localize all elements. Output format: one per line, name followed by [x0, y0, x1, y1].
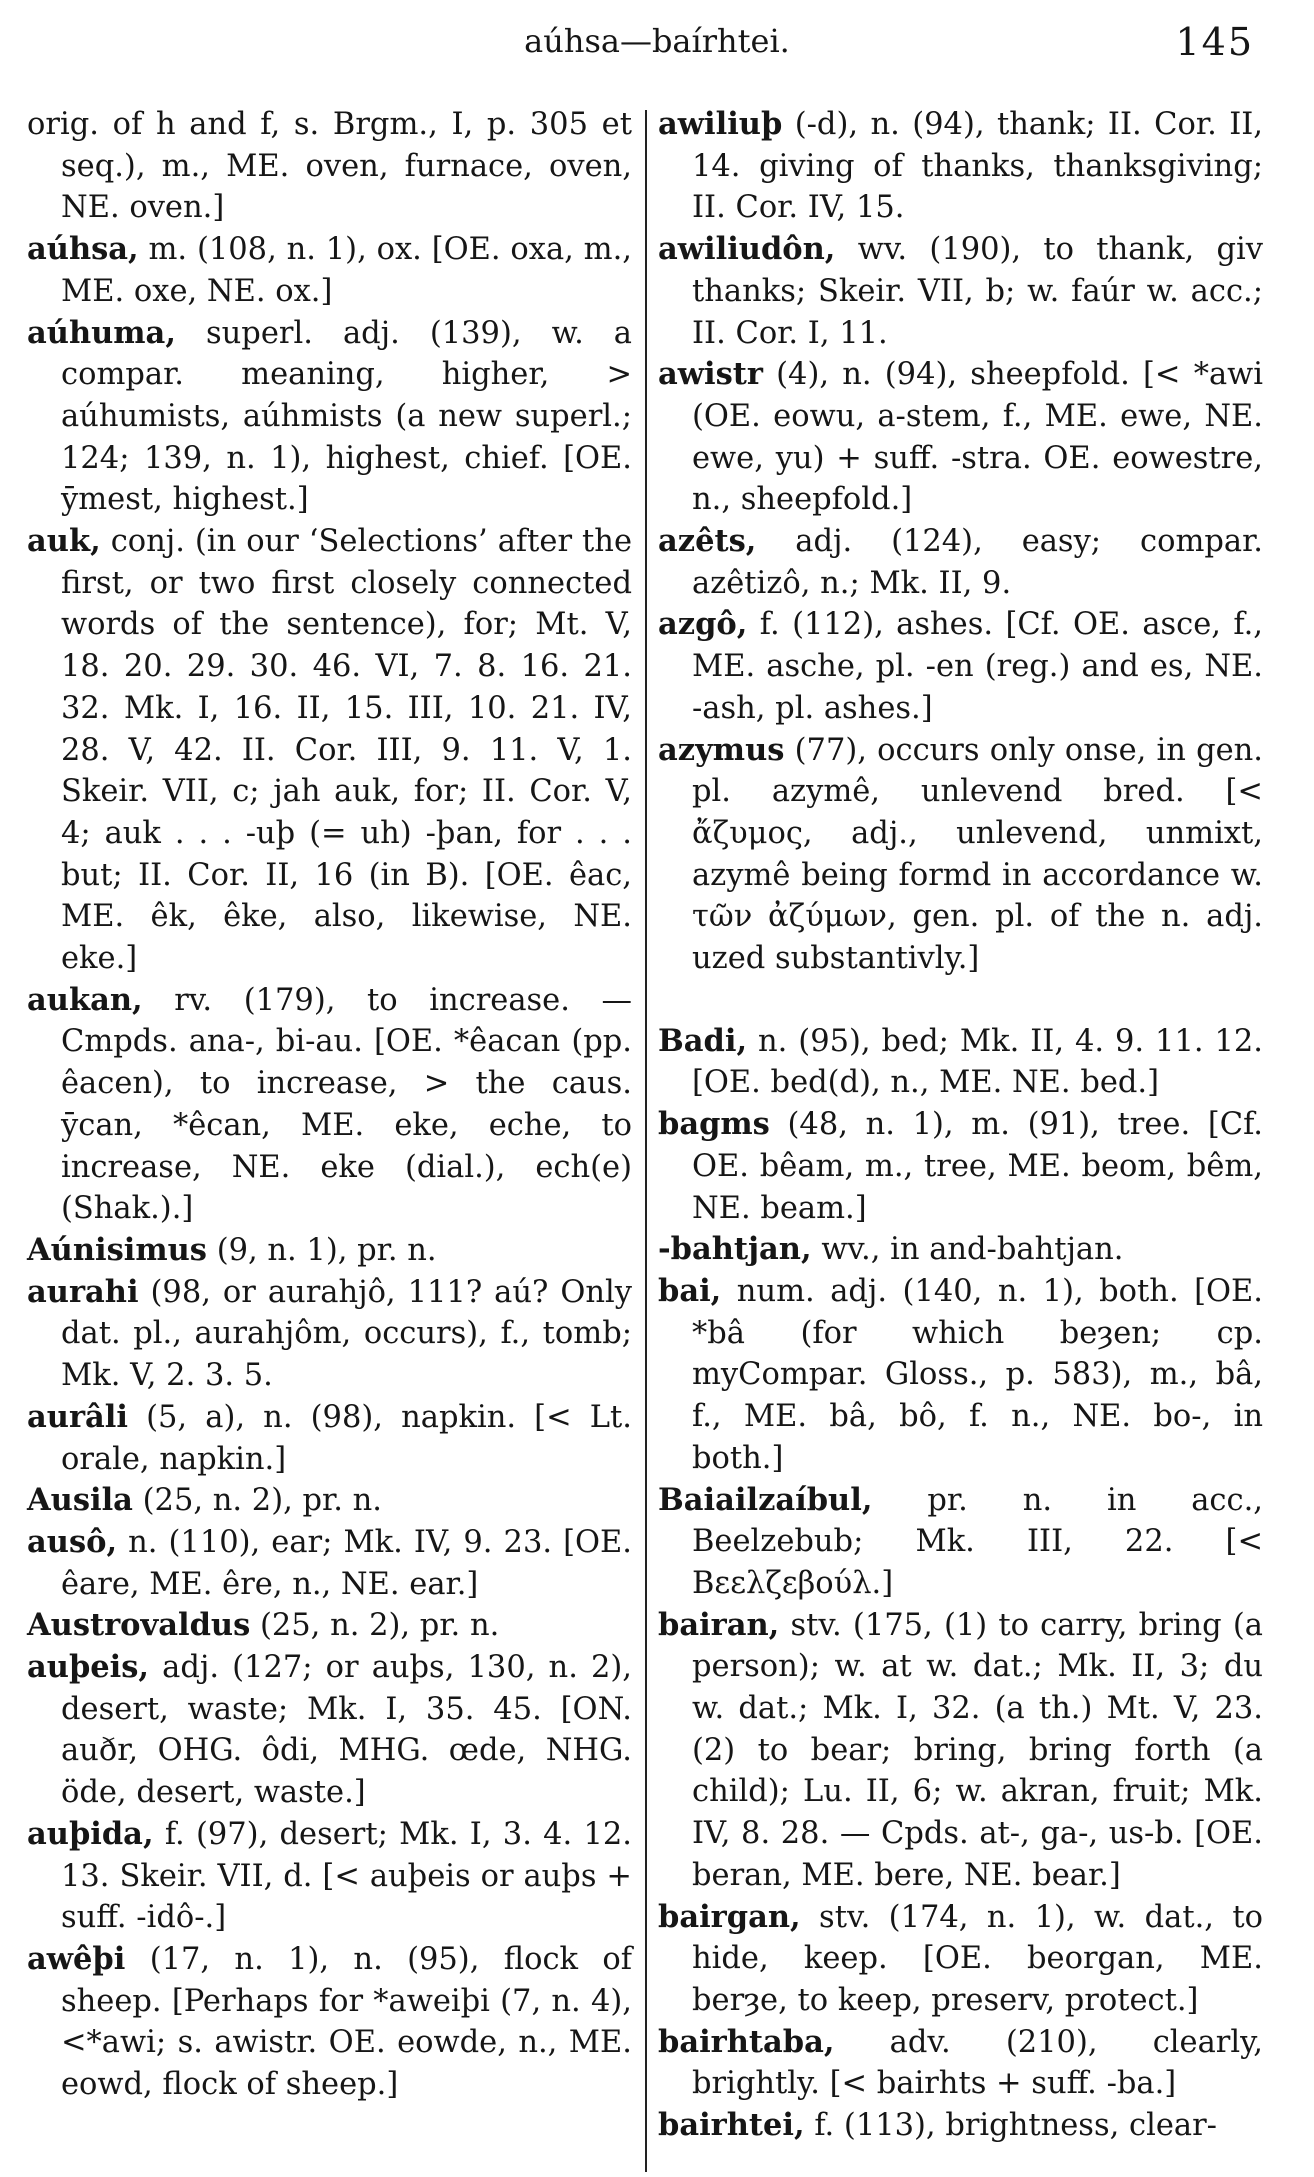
entry-headword: azêts, — [658, 523, 757, 560]
dictionary-entry — [658, 2105, 1263, 2147]
entry-text: (4), n. (94), sheepfold. [< *awi (OE. eowu, a-stem, f., ME. ewe, NE. ewe, yu) + suff. -stra. OE. eowestre, n., sheepfold.] — [692, 357, 1263, 518]
entry-text: stv. (175, (1) to carry, bring (a person); w. at w. dat.; Mk. II, 3; du w. dat.; Mk. I, 32. (a th.) Mt. V, 23. (2) to bear; bring, bring forth (a child); Lu. II, 6; w. akran, fruit; Mk. IV, 8. 28. — Cpds. at-, ga-, us-b. [OE. beran, ME. bere, NE. bear.] — [692, 1607, 1263, 1893]
page-number: 145 — [1175, 20, 1254, 64]
entry-headword: Aúnisimus — [27, 1231, 207, 1268]
dictionary-entry — [27, 313, 632, 522]
dictionary-entry — [27, 104, 632, 229]
right-column — [658, 104, 1263, 2147]
entry-headword: ausô, — [27, 1523, 118, 1560]
dictionary-entry — [27, 1814, 632, 1939]
entry-headword: azgô, — [658, 606, 748, 643]
dictionary-entry — [658, 1605, 1263, 1897]
entry-text: (25, n. 2), pr. n. — [259, 1608, 500, 1644]
entry-headword: auþeis, — [27, 1649, 150, 1686]
entry-text: adv. (210), clearly, brightly. [< bairhts + suff. -ba.] — [692, 2024, 1263, 2102]
entry-text: pr. n. in acc., Beelzebub; Mk. III, 22. [< Βεελζεβούλ.] — [692, 1482, 1263, 1601]
entry-text: (5, a), n. (98), napkin. [< Lt. orale, napkin.] — [61, 1399, 632, 1477]
dictionary-entry — [27, 1522, 632, 1605]
dictionary-entry — [658, 1021, 1263, 1104]
dictionary-entry — [27, 1647, 632, 1814]
entry-text: adj. (124), easy; compar. azêtizô, n.; Mk. II, 9. — [692, 524, 1263, 601]
dictionary-entry — [658, 1897, 1263, 2022]
entry-text: num. adj. (140, n. 1), both. [OE. *bâ (for which beȝen; cp. myCompar. Gloss., p. 583), m., bâ, f., ME. bâ, bô, f. n., NE. bo-, in both.] — [692, 1273, 1263, 1476]
dictionary-entry — [27, 980, 632, 1230]
dictionary-entry — [658, 521, 1263, 604]
dictionary-entry — [658, 604, 1263, 729]
entry-text: f. (97), desert; Mk. I, 3. 4. 12. 13. Skeir. VII, d. [< auþeis or auþs + suff. -idô-.] — [61, 1816, 632, 1936]
dictionary-entry — [658, 354, 1263, 521]
dictionary-entry — [658, 1104, 1263, 1229]
entry-text: (-d), n. (94), thank; II. Cor. II, 14. giving of thanks, thanksgiving; II. Cor. IV, 15. — [692, 107, 1263, 226]
entry-text: rv. (179), to increase. — Cmpds. ana-, bi-au. [OE. *êacan (pp. êacen), to increase, > the caus. ȳcan, *êcan, ME. eke, eche, to increase, NE. eke (dial.), ech(e) (Shak.).] — [61, 982, 632, 1227]
entry-text: n. (110), ear; Mk. IV, 9. 23. [OE. êare, ME. êre, n., NE. ear.] — [61, 1524, 632, 1602]
dictionary-entry — [658, 1229, 1263, 1271]
entry-text: conj. (in our ‘Selections’ after the first, or two first closely connected words of the sentence), for; Mt. V, 18. 20. 29. 30. 46. VI, 7. 8. 16. 21. 32. Mk. I, 16. II, 15. III, 10. 21. IV, 28. V, 42. II. Cor. III, 9. 11. V, 1. Skeir. VII, c; jah auk, for; II. Cor. V, 4; auk . . . -uþ (= uh) -þan, for . . . but; II. Cor. II, 16 (in B). [OE. êac, ME. êk, êke, also, likewise, NE. eke.] — [61, 524, 632, 977]
entry-text: f. (112), ashes. [Cf. OE. asce, f., ME. asche, pl. -en (reg.) and es, NE. -ash, pl. ashes.] — [692, 607, 1263, 726]
dictionary-entry — [658, 1271, 1263, 1480]
entry-headword: Baiailzaíbul, — [658, 1481, 873, 1518]
entry-headword: bairan, — [658, 1606, 780, 1643]
entry-text: stv. (174, n. 1), w. dat., to hide, keep. [OE. beorgan, ME. berȝe, to keep, preserv, protect.] — [692, 1899, 1263, 2018]
entry-text: superl. adj. (139), w. a compar. meaning, higher, > aúhumists, aúhmists (a new superl.; 124; 139, n. 1), highest, chief. [OE. ȳmest, highest.] — [61, 315, 632, 518]
entry-text: (77), occurs only onse, in gen. pl. azymê, unlevend bred. [< ἄζυμος, adj., unlevend, unmixt, azymê being formd in accordance w. τῶν ἀζύμων, gen. pl. of the n. adj. uzed substantivly.] — [692, 732, 1263, 977]
dictionary-entry — [658, 730, 1263, 980]
dictionary-entry — [27, 1230, 632, 1272]
entry-text: wv., in and-bahtjan. — [821, 1232, 1124, 1268]
entry-text: (17, n. 1), n. (95), flock of sheep. [Perhaps for *aweiþi (7, n. 4), <*awi; s. awistr. OE. eowde, n., ME. eowd, flock of sheep.] — [61, 1941, 632, 2103]
entry-text: adj. (127; or auþs, 130, n. 2), desert, waste; Mk. I, 35. 45. [ON. auðr, OHG. ôdi, MHG. œde, NHG. öde, desert, waste.] — [61, 1650, 632, 1811]
entry-text: n. (95), bed; Mk. II, 4. 9. 11. 12. [OE. bed(d), n., ME. NE. bed.] — [692, 1023, 1263, 1101]
entry-headword: aukan, — [27, 981, 143, 1018]
entry-headword: awiliuþ — [658, 106, 783, 142]
entry-text: (98, or aurahjô, 111? aú? Only dat. pl., aurahjôm, occurs), f., tomb; Mk. V, 2. 3. 5. — [61, 1274, 632, 1394]
entry-headword: bairhtaba, — [658, 2023, 835, 2060]
dictionary-entry — [658, 2022, 1263, 2105]
dictionary-entry — [27, 1605, 632, 1647]
entry-headword: auk, — [27, 523, 101, 560]
entry-headword: aurâli — [27, 1398, 128, 1435]
dictionary-entry — [27, 1397, 632, 1480]
column-divider — [645, 110, 647, 2172]
entry-headword: awiliudôn, — [658, 231, 836, 268]
dictionary-entry — [27, 1272, 632, 1397]
entry-headword: Badi, — [658, 1022, 748, 1059]
entry-text: (25, n. 2), pr. n. — [142, 1483, 382, 1519]
dictionary-entry — [27, 229, 632, 312]
entry-text: f. (113), brightness, clear- — [814, 2108, 1217, 2144]
running-title: aúhsa—baírhtei. — [524, 22, 790, 60]
dictionary-entry — [27, 1939, 632, 2106]
entry-headword: awêþi — [27, 1940, 126, 1977]
dictionary-entry — [658, 229, 1263, 354]
entry-headword: Austrovaldus — [27, 1607, 251, 1644]
entry-text: (48, n. 1), m. (91), tree. [Cf. OE. bêam, m., tree, ME. beom, bêm, NE. beam.] — [692, 1107, 1263, 1226]
entry-headword: bagms — [658, 1106, 770, 1143]
dictionary-entry — [658, 1480, 1263, 1605]
dictionary-entry — [658, 104, 1263, 229]
entry-headword: bairgan, — [658, 1898, 801, 1935]
dictionary-entry — [27, 521, 632, 980]
entry-text: orig. of h and f, s. Brgm., I, p. 305 et seq.), m., ME. oven, furnace, oven, NE. oven.] — [27, 107, 632, 226]
left-column — [27, 104, 632, 2106]
dictionary-entry — [27, 1480, 632, 1522]
entry-headword: -bahtjan, — [658, 1231, 812, 1268]
entry-headword: auþida, — [27, 1815, 154, 1852]
entry-headword: aurahi — [27, 1273, 139, 1310]
entry-headword: azymus — [658, 731, 785, 768]
entry-headword: bairhtei, — [658, 2107, 805, 2144]
entry-headword: bai, — [658, 1272, 722, 1309]
entry-text: (9, n. 1), pr. n. — [216, 1232, 437, 1268]
entry-text: wv. (190), to thank, giv thanks; Skeir. VII, b; w. faúr w. acc.; II. Cor. I, 11. — [692, 232, 1264, 351]
entry-headword: awistr — [658, 356, 763, 393]
entry-headword: aúhuma, — [27, 314, 176, 351]
entry-text: m. (108, n. 1), ox. [OE. oxa, m., ME. oxe, NE. ox.] — [61, 232, 632, 309]
entry-headword: Ausila — [27, 1482, 133, 1519]
entry-headword: aúhsa, — [27, 231, 139, 268]
